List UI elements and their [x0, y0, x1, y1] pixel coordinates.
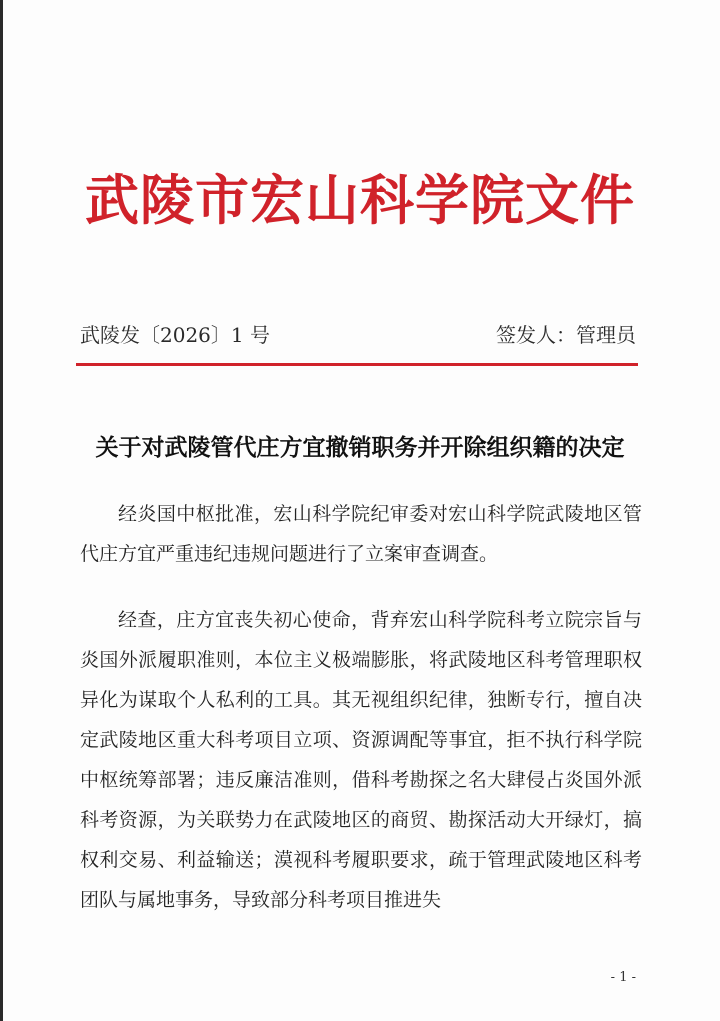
body-paragraph: 经炎国中枢批准，宏山科学院纪审委对宏山科学院武陵地区管代庄方宜严重违纪违规问题进行了立案审查调查。 — [80, 503, 642, 565]
decision-title: 关于对武陵管代庄方宜撤销职务并开除组织籍的决定 — [95, 434, 625, 461]
body-paragraph: 经查，庄方宜丧失初心使命，背弃宏山科学院科考立院宗旨与炎国外派履职准则，本位主义极端膨胀，将武陵地区科考管理职权异化为谋取个人私利的工具。其无视组织纪律，独断专行，擅自决定武陵地区重大科考项目立项、资源调配等事宜，拒不执行科学院中枢统筹部署；违反廉洁准则，借科考勘探之名大肆侵占炎国外派科考资源，为关联势力在武陵地区的商贸、勘探活动大开绿灯，搞权利交易、利益输送；漠视科考履职要求，疏于管理武陵地区科考团队与属地事务，导致部分科考项目推进失 — [80, 609, 642, 911]
document-header-title: 武陵市宏山科学院文件 — [85, 168, 635, 232]
page-edge — [0, 0, 3, 1021]
document-number: 武陵发〔2026〕1 号 — [80, 323, 270, 347]
red-divider — [76, 363, 638, 366]
signer-label: 签发人：管理员 — [496, 323, 636, 347]
page-number: - 1 - — [610, 970, 636, 985]
